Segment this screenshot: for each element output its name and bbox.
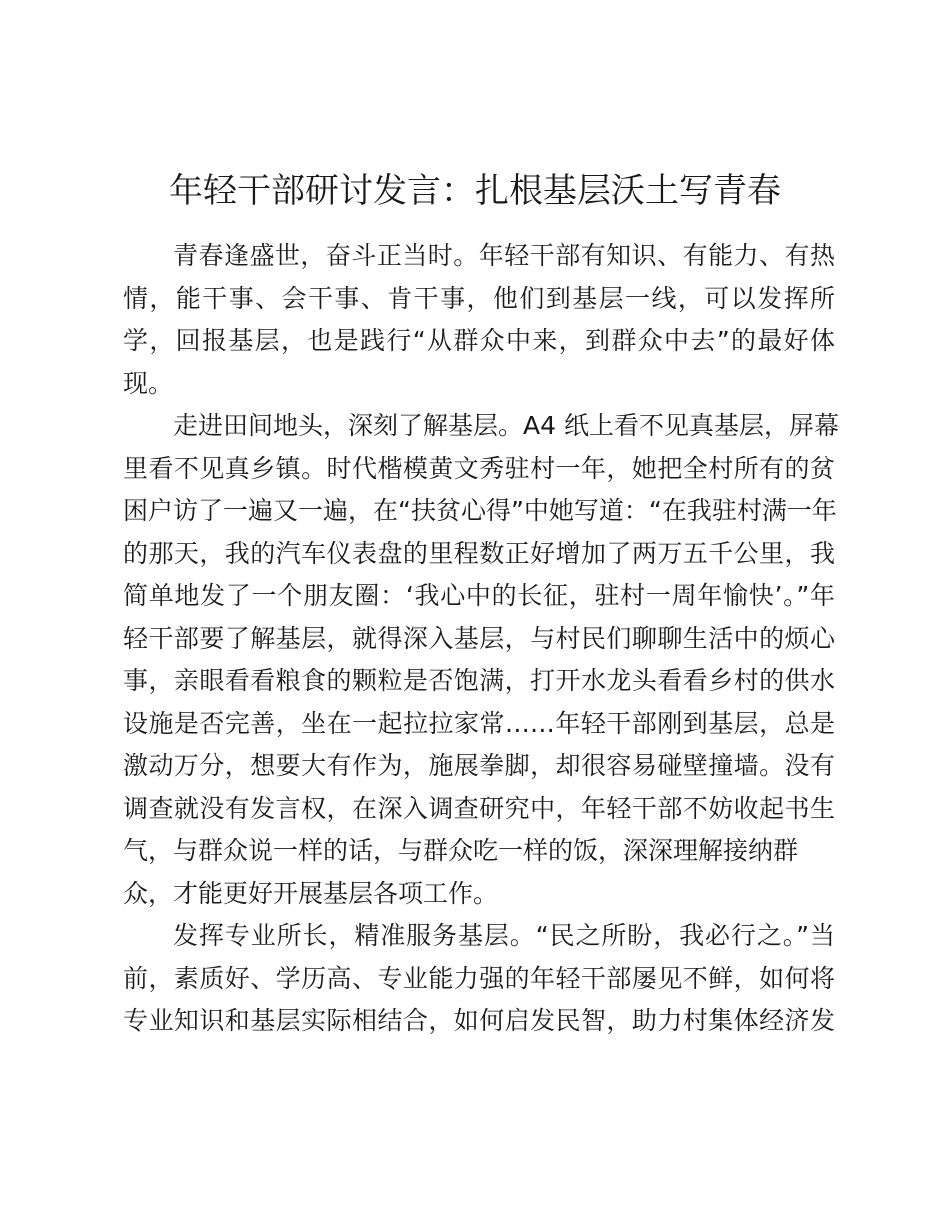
paragraph-3-line-2: 前，素质好、学历高、专业能力强的年轻干部屡见不鲜，如何将	[123, 963, 835, 993]
document-body	[123, 235, 839, 1043]
paragraph-3-line-1: 发挥专业所长，精准服务基层。“民之所盼，我必行之。”当	[173, 921, 835, 950]
paragraph-2-line-4: 的那天，我的汽车仪表盘的里程数正好增加了两万五千公里，我	[123, 538, 835, 568]
paragraph-2-line-12: 众，才能更好开展基层各项工作。	[123, 878, 499, 908]
document-title: 年轻干部研讨发言：扎根基层沃土写青春	[169, 171, 781, 211]
paragraph-1-line-1: 青春逢盛世，奋斗正当时。年轻干部有知识、有能力、有热	[173, 241, 835, 270]
paragraph-2-line-3: 困户访了一遍又一遍，在“扶贫心得”中她写道：“在我驻村满一年	[123, 496, 837, 525]
paragraph-2-line-2: 里看不见真乡镇。时代楷模黄文秀驻村一年，她把全村所有的贫	[123, 453, 835, 483]
paragraph-2-line-7: 事，亲眼看看粮食的颗粒是否饱满，打开水龙头看看乡村的供水	[123, 666, 835, 695]
paragraph-1-line-4: 现。	[123, 368, 174, 398]
paragraph-2-line-5: 简单地发了一个朋友圈：‘我心中的长征，驻村一周年愉快’。”年	[123, 581, 835, 610]
paragraph-2-line-8: 设施是否完善，坐在一起拉拉家常……年轻干部刚到基层，总是	[123, 708, 835, 738]
paragraph-2-line-1: 走进田间地头，深刻了解基层。A4 纸上看不见真基层，屏幕	[173, 411, 839, 440]
paragraph-2-line-10: 调查就没有发言权，在深入调查研究中，年轻干部不妨收起书生	[123, 793, 835, 823]
paragraph-2-line-11: 气，与群众说一样的话，与群众吃一样的饭，深深理解接纳群	[123, 836, 799, 865]
paragraph-3-line-3: 专业知识和基层实际相结合，如何启发民智，助力村集体经济发	[123, 1006, 835, 1035]
paragraph-1-line-2: 情，能干事、会干事、肯干事，他们到基层一线，可以发挥所	[123, 283, 835, 313]
paragraph-2-line-6: 轻干部要了解基层，就得深入基层，与村民们聊聊生活中的烦心	[123, 623, 835, 653]
paragraph-1-line-3: 学，回报基层，也是践行“从群众中来，到群众中去”的最好体	[123, 326, 835, 355]
paragraph-2-line-9: 激动万分，想要大有作为，施展拳脚，却很容易碰壁撞墙。没有	[123, 751, 835, 780]
